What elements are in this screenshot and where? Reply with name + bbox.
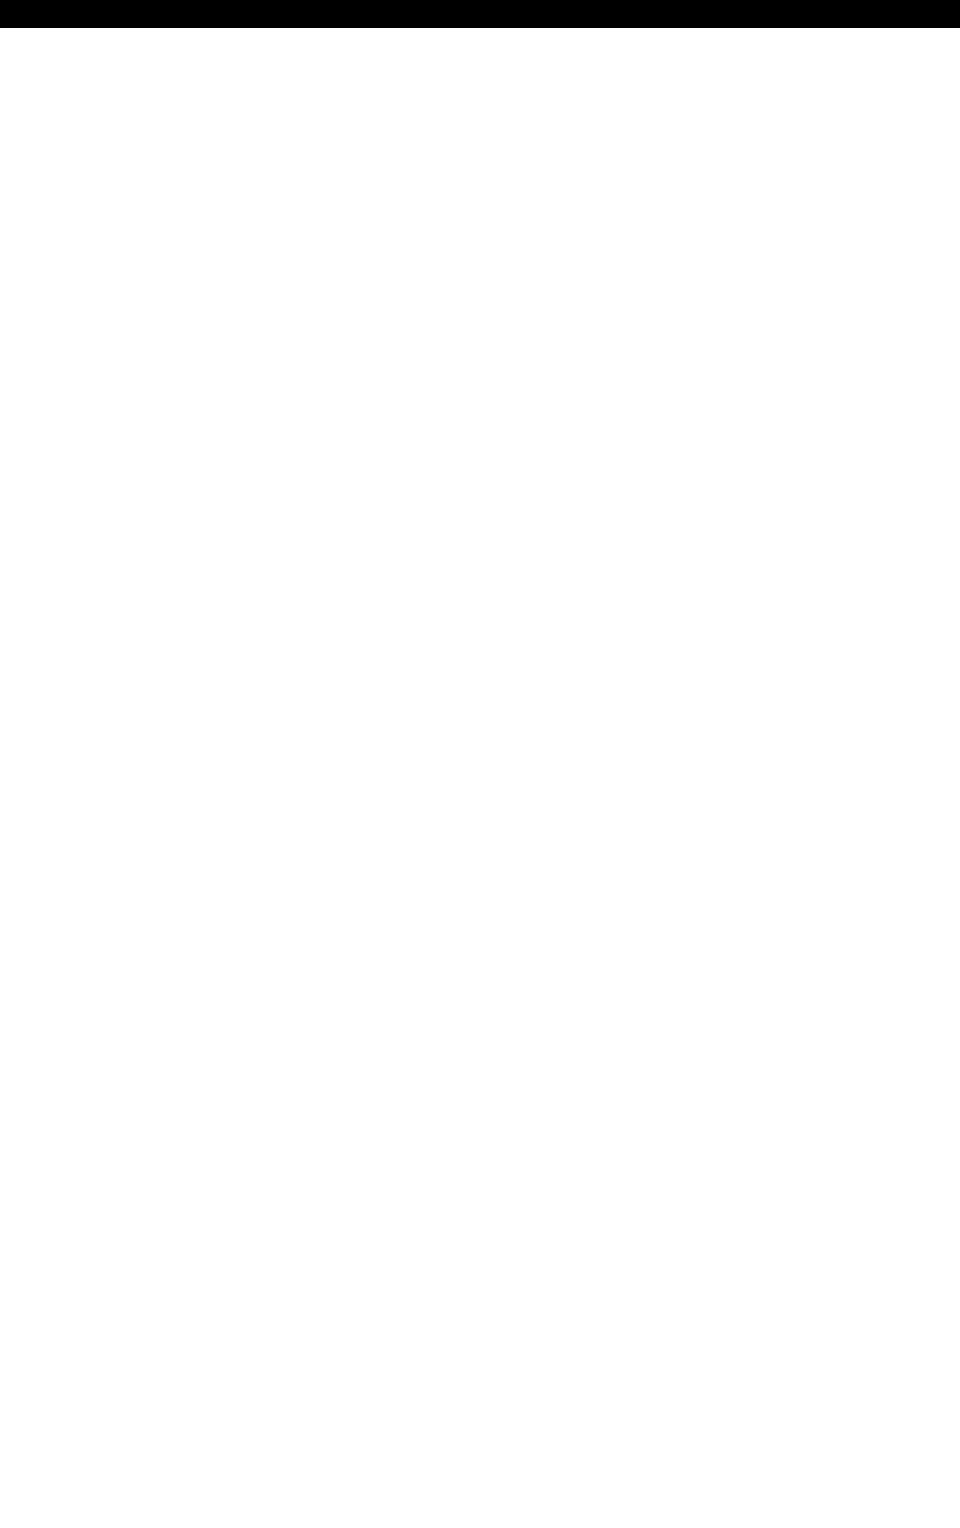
window-title	[0, 0, 960, 28]
spreadsheet	[2, 31, 959, 1528]
